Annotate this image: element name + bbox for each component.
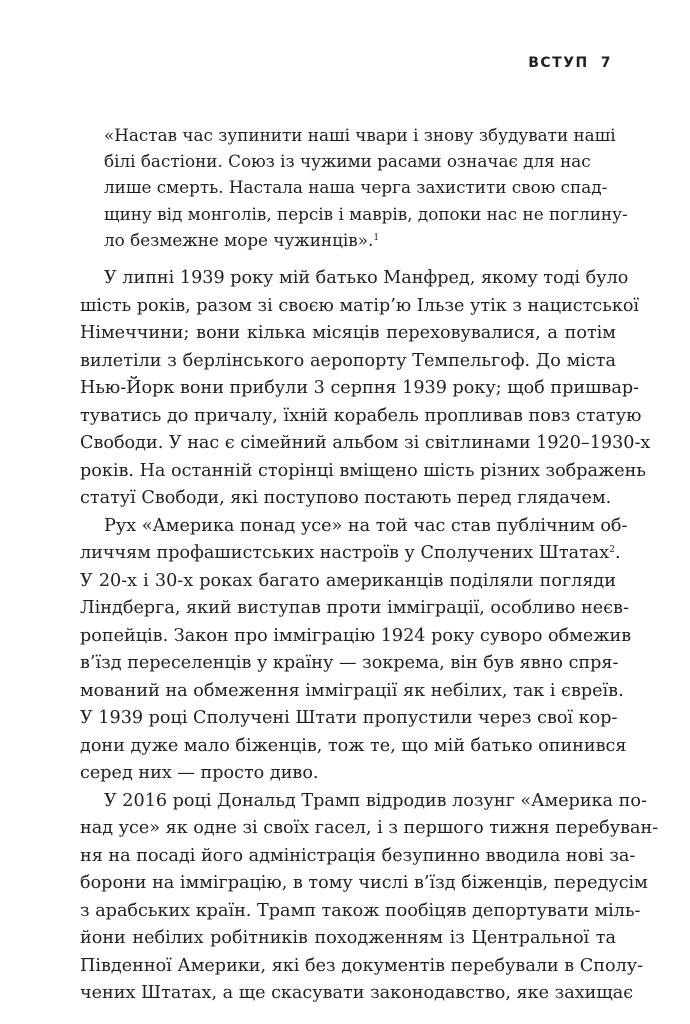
quote-line: лише смерть. Настала наша черга захистити свою спад- xyxy=(104,177,608,198)
paragraph-line: з арабських країн. Трамп також пообіцяв депортувати міль- xyxy=(80,900,641,921)
footnote-marker: 2 xyxy=(609,545,615,555)
footnote-suffix: . xyxy=(614,543,621,563)
paragraph-line: серед них — просто диво. xyxy=(80,763,319,783)
epigraph-quote xyxy=(104,122,628,253)
paragraph-line: вилетіли з берлінського аеропорту Темпельгоф. До міста xyxy=(80,350,616,371)
paragraph-line: років. На останній сторінці вміщено шість різних зображень xyxy=(80,460,646,481)
paragraph-line: ропейців. Закон про імміграцію 1924 року суворо обмежив xyxy=(80,625,632,646)
paragraph-line: дони дуже мало біженців, тож те, що мій батько опинився xyxy=(80,735,627,756)
body-text xyxy=(80,265,659,1008)
paragraph-line: Свободи. У нас є сімейний альбом зі світлинами 1920–1930-х xyxy=(80,433,651,453)
footnote-marker: 1 xyxy=(373,232,380,243)
paragraph-line: Німеччини; вони кілька місяців переховувалися, а потім xyxy=(80,323,616,343)
paragraph-line: ня на посаді його адміністрація безупинно вводила нові за- xyxy=(80,845,636,866)
paragraph-line: У 20-х і 30-х роках багато американців поділяли погляди xyxy=(80,570,616,591)
paragraph-line: йони небілих робітників походженням із Центральної та xyxy=(80,928,616,948)
paragraph-line xyxy=(80,540,621,568)
paragraph-line: Рух «Америка понад усе» на той час став публічним об- xyxy=(104,515,628,536)
paragraph-line: Нью-Йорк вони прибули 3 серпня 1939 року; щоб пришвар- xyxy=(80,378,640,398)
quote-line: «Настав час зупинити наші чвари і знову збудувати наші xyxy=(104,125,616,145)
paragraph-line-text: личчям профашистських настроїв у Сполучених Штатах xyxy=(80,543,610,563)
quote-line: білі бастіони. Союз із чужими расами означає для нас xyxy=(104,151,591,172)
running-head xyxy=(528,55,612,71)
paragraph-line: в’їзд переселенців у країну — зокрема, він був явно спря- xyxy=(80,653,619,673)
section-title: ВСТУП xyxy=(528,55,589,71)
quote-line-text: ло безмежне море чужинців». xyxy=(104,229,374,250)
paragraph-line: шість років, разом зі своєю матір’ю Ільзе утік з нацистської xyxy=(80,295,640,316)
quote-line xyxy=(104,227,586,253)
paragraph-line: статуї Свободи, які поступово постають перед глядачем. xyxy=(80,488,612,508)
paragraph-line: борони на імміграцію, в тому числі в’їзд біженців, передусім xyxy=(80,873,648,893)
paragraph-line: У липні 1939 року мій батько Манфред, якому тоді було xyxy=(104,268,629,288)
paragraph-line: Ліндберга, який виступав проти імміграції, особливо неєв- xyxy=(80,598,629,618)
quote-line: щину від монголів, персів і маврів, допоки нас не поглину- xyxy=(104,203,628,224)
paragraph-line: У 2016 році Дональд Трамп відродив лозунг «Америка по- xyxy=(104,790,647,811)
page-number: 7 xyxy=(600,55,612,71)
paragraph-line: чених Штатах, а ще скасувати законодавство, яке захищає xyxy=(80,983,634,1003)
paragraph-line: Південної Америки, які без документів перебували в Сполу- xyxy=(80,955,644,976)
paragraph-line: мований на обмеження імміграції як небілих, так і євреїв. xyxy=(80,680,624,701)
paragraph-line: У 1939 році Сполучені Штати пропустили через свої кор- xyxy=(80,708,618,728)
paragraph-line: туватись до причалу, їхній корабель пропливав повз статую xyxy=(80,405,642,426)
paragraph-line: над усе» як одне зі своїх гасел, і з першого тижня перебуван- xyxy=(80,818,659,838)
